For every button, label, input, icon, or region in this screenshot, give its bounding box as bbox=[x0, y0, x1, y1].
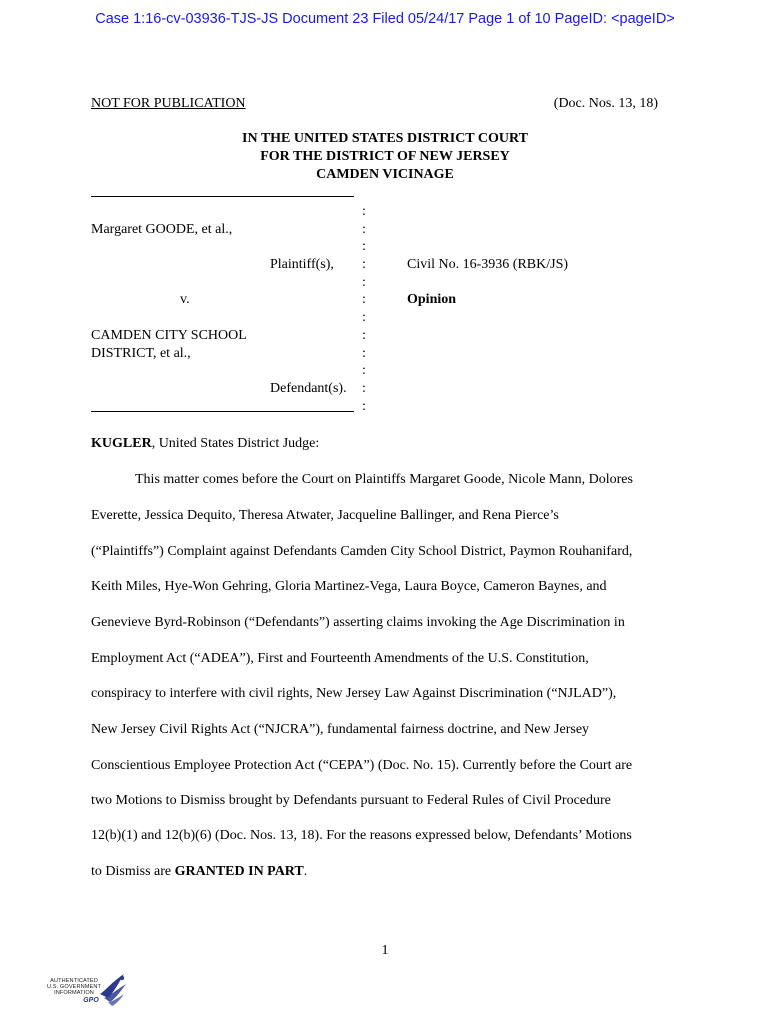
body-line: Genevieve Byrd-Robinson (“Defendants”) asserting claims invoking the Age Discrimination in bbox=[91, 615, 625, 630]
gpo-text-line-2: U.S. GOVERNMENT bbox=[46, 984, 102, 990]
caption-colon: : bbox=[362, 381, 366, 396]
caption-colon: : bbox=[362, 204, 366, 219]
caption-colon: : bbox=[362, 346, 366, 361]
case-number: Civil No. 16-3936 (RBK/JS) bbox=[407, 257, 569, 272]
body-line: This matter comes before the Court on Plaintiffs Margaret Goode, Nicole Mann, Dolores bbox=[135, 472, 633, 487]
plaintiff-name: Margaret GOODE, et al., bbox=[91, 222, 233, 237]
not-for-publication-label: NOT FOR PUBLICATION bbox=[91, 96, 246, 111]
caption-colon: : bbox=[362, 257, 366, 272]
page-number: 1 bbox=[381, 943, 389, 958]
caption-colon: : bbox=[362, 363, 366, 378]
document-type-opinion: Opinion bbox=[407, 292, 457, 307]
caption-colon: : bbox=[362, 239, 366, 254]
caption-colon: : bbox=[362, 275, 366, 290]
gpo-text-line-1: AUTHENTICATED bbox=[50, 978, 98, 984]
gpo-text-line-3: INFORMATION bbox=[54, 990, 94, 996]
defendant-role: Defendant(s). bbox=[270, 381, 347, 396]
body-line: Keith Miles, Hye-Won Gehring, Gloria Martinez-Vega, Laura Boyce, Cameron Baynes, and bbox=[91, 579, 607, 594]
caption-colon: : bbox=[362, 222, 366, 237]
body-last-line-prefix: to Dismiss are bbox=[91, 864, 175, 879]
caption-colon: : bbox=[362, 292, 366, 307]
doc-numbers-label: (Doc. Nos. 13, 18) bbox=[553, 96, 658, 111]
defendant-name-line-2: DISTRICT, et al., bbox=[91, 346, 191, 361]
caption-colon: : bbox=[362, 310, 366, 325]
body-line: New Jersey Civil Rights Act (“NJCRA”), fundamental fairness doctrine, and New Jersey bbox=[91, 722, 590, 737]
body-last-line bbox=[91, 863, 677, 880]
court-title-line-1: IN THE UNITED STATES DISTRICT COURT bbox=[242, 131, 528, 146]
case-header-stamp: Case 1:16-cv-03936-TJS-JS Document 23 Filed 05/24/17 Page 1 of 10 PageID: <pageID> bbox=[95, 11, 675, 27]
court-title-line-2: FOR THE DISTRICT OF NEW JERSEY bbox=[260, 149, 510, 164]
versus-label: v. bbox=[180, 292, 190, 307]
caption-bottom-rule bbox=[91, 411, 354, 412]
body-line: (“Plaintiffs”) Complaint against Defendants Camden City School District, Paymon Rouhanifard, bbox=[91, 544, 633, 559]
gpo-eagle-icon bbox=[96, 972, 130, 1012]
body-last-line-suffix: . bbox=[303, 864, 308, 879]
gpo-mark: GPO bbox=[83, 997, 99, 1004]
caption-top-rule bbox=[91, 196, 354, 197]
body-line: two Motions to Dismiss brought by Defendants pursuant to Federal Rules of Civil Procedure bbox=[91, 793, 611, 808]
plaintiff-role: Plaintiff(s), bbox=[270, 257, 334, 272]
caption-colon: : bbox=[362, 328, 366, 343]
court-title bbox=[0, 130, 770, 184]
body-line: conspiracy to interfere with civil rights, New Jersey Law Against Discrimination (“NJLAD”), bbox=[91, 686, 617, 701]
gpo-authenticated-logo bbox=[44, 972, 130, 1014]
body-line: Employment Act (“ADEA”), First and Fourteenth Amendments of the U.S. Constitution, bbox=[91, 651, 589, 666]
judge-name: KUGLER bbox=[91, 436, 152, 451]
court-title-line-3: CAMDEN VICINAGE bbox=[316, 167, 454, 182]
judge-line bbox=[91, 435, 319, 452]
body-line: 12(b)(1) and 12(b)(6) (Doc. Nos. 13, 18). For the reasons expressed below, Defendants’ Motions bbox=[91, 828, 632, 843]
caption-colon: : bbox=[362, 399, 366, 414]
judge-title: , United States District Judge: bbox=[151, 436, 320, 451]
granted-in-part-text: GRANTED IN PART bbox=[174, 864, 304, 879]
defendant-name-line-1: CAMDEN CITY SCHOOL bbox=[91, 328, 247, 343]
body-line: Conscientious Employee Protection Act (“CEPA”) (Doc. No. 15). Currently before the Court are bbox=[91, 758, 633, 773]
body-line: Everette, Jessica Dequito, Theresa Atwater, Jacqueline Ballinger, and Rena Pierce’s bbox=[91, 508, 559, 523]
